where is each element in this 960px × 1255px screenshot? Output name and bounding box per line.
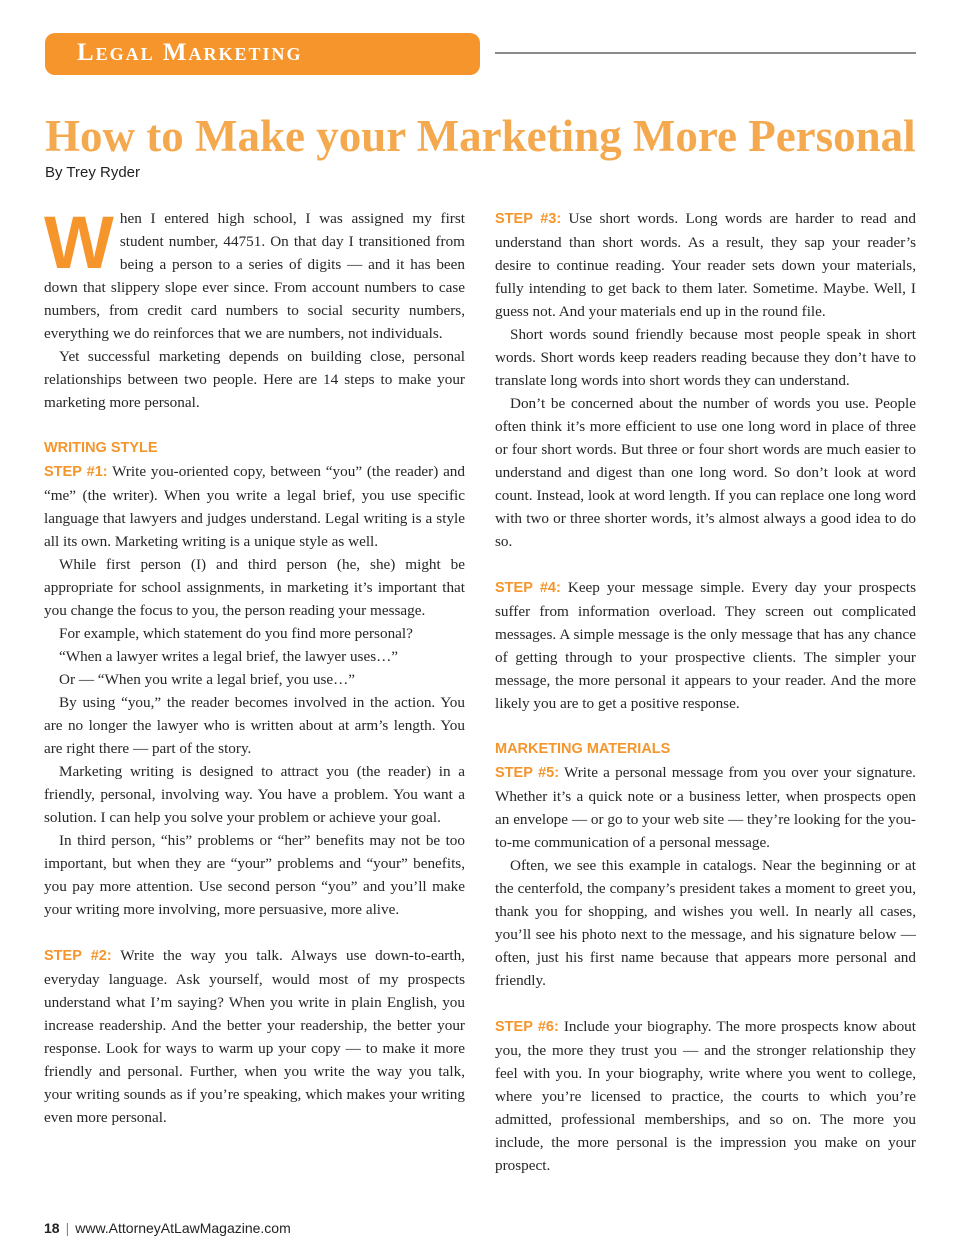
step5-paragraph bbox=[495, 761, 916, 854]
step4-paragraph bbox=[495, 576, 916, 715]
step5-paragraph-2: Often, we see this example in catalogs. Near the beginning or at the centerfold, the company’s president takes a moment to greet you, thank you for shopping, and wishes you well. In nearly all cases, you’ll see his photo next to the message, and his signature below — often, just his first name because that appears more personal and friendly. bbox=[495, 857, 916, 989]
right-column bbox=[495, 207, 916, 1177]
article-title: How to Make your Marketing More Personal bbox=[45, 111, 916, 161]
step6-label: STEP #6: bbox=[495, 1019, 559, 1035]
marketing-materials-heading: MARKETING MATERIALS bbox=[495, 741, 671, 757]
step1-text: Write you-oriented copy, between “you” (the reader) and “me” (the writer). When you write a legal brief, you use specific language that lawyers and judges understand. Legal writing is a style all its own. Marketing writing is a unique style as well. bbox=[44, 463, 465, 550]
website-link[interactable]: www.AttorneyAtLawMagazine.com bbox=[75, 1220, 291, 1236]
step3-paragraph-2: Short words sound friendly because most people speak in short words. Short words keep readers reading because they don’t have to translate long words into short words they can understand. bbox=[495, 326, 916, 389]
step1-paragraph-7: Marketing writing is designed to attract you (the reader) in a friendly, personal, involving way. You have a problem. You want a solution. I can help you solve your problem or achieve your goal. bbox=[44, 763, 465, 826]
page-number: 18 bbox=[44, 1220, 60, 1236]
footer-separator: | bbox=[65, 1220, 70, 1236]
step3-label: STEP #3: bbox=[495, 211, 562, 227]
header-rule bbox=[495, 52, 916, 54]
step2-paragraph bbox=[44, 944, 465, 1129]
writing-style-heading: WRITING STYLE bbox=[44, 440, 158, 456]
section-tab bbox=[45, 33, 480, 75]
step6-text: Include your biography. The more prospects know about you, the more they trust you — and the stronger relationship they feel with you. In your biography, write where you went to college, where you’re licensed to practice, the courts to which you’re admitted, professional memberships, and so on. The more you include, the more personal is the impression you make on your prospect. bbox=[495, 1018, 916, 1174]
step1-paragraph-5: Or — “When you write a legal brief, you use…” bbox=[59, 671, 356, 688]
step5-text: Write a personal message from you over your signature. Whether it’s a quick note or a business letter, when prospects open an envelope — or go to your web site — they’re looking for the you-to-me communication of a personal message. bbox=[495, 764, 916, 851]
step2-text: Write the way you talk. Always use down-to-earth, everyday language. Ask yourself, would most of my prospects understand what I’m saying? When you write in plain English, you increase readership. And the better your readership, the better your response. Look for ways to warm up your copy — to make it more friendly and personal. Further, when you write the way you talk, your writing sounds as if you’re speaking, which makes your writing even more personal. bbox=[44, 947, 465, 1126]
step1-label: STEP #1: bbox=[44, 464, 108, 480]
drop-cap: W bbox=[44, 201, 114, 284]
step1-paragraph-4: “When a lawyer writes a legal brief, the lawyer uses…” bbox=[59, 648, 399, 665]
intro-paragraph-2: Yet successful marketing depends on building close, personal relationships between two people. Here are 14 steps to make your marketing more personal. bbox=[44, 348, 465, 411]
step2-label: STEP #2: bbox=[44, 948, 112, 964]
step1-paragraph-2: While first person (I) and third person (he, she) might be appropriate for school assignments, in marketing it’s important that you change the focus to you, the person reading your message. bbox=[44, 556, 465, 619]
intro-text: hen I entered high school, I was assigned my first student number, 44751. On that day I transitioned from being a person to a series of digits — and it has been down that slippery slope ever since. From account numbers to case numbers, from credit card numbers to social security numbers, everything we do reinforces that we are numbers, not individuals. bbox=[44, 210, 465, 342]
left-column bbox=[44, 201, 465, 1129]
page-footer bbox=[44, 1220, 291, 1236]
step5-label: STEP #5: bbox=[495, 765, 560, 781]
step1-paragraph-8: In third person, “his” problems or “her” benefits may not be too important, but when they are “your” problems and “your” benefits, you pay more attention. Use second person “you” and you’ll make your writing more involving, more persuasive, more alive. bbox=[44, 832, 465, 918]
step6-paragraph bbox=[495, 1015, 916, 1177]
step4-label: STEP #4: bbox=[495, 580, 561, 596]
step1-paragraph-3: For example, which statement do you find more personal? bbox=[59, 625, 413, 642]
step4-text: Keep your message simple. Every day your prospects suffer from information overload. They screen out complicated messages. A simple message is the only message that has any chance of getting through to your prospective clients. The simpler your message, the more personal it appears to your reader. And the more likely you are to get a positive response. bbox=[495, 579, 916, 712]
step1-paragraph bbox=[44, 460, 465, 553]
step3-paragraph-3: Don’t be concerned about the number of words you use. People often think it’s more efficient to use one long word in place of three or four short words. But three or four short words are much easier to understand and digest than one long word. So don’t look at word count. Instead, look at word length. If you can replace one long word with two or three shorter words, it’s almost always a good idea to do so. bbox=[495, 395, 916, 550]
step3-text: Use short words. Long words are harder to read and understand than short words. As a result, they sap your reader’s desire to continue reading. Your reader sets down your materials, fully intending to get back to them later. Sometime. Maybe. Well, I guess not. And your materials end up in the round file. bbox=[495, 210, 916, 320]
intro-paragraph bbox=[44, 201, 465, 345]
step1-paragraph-6: By using “you,” the reader becomes involved in the action. You are no longer the lawyer who is written about at arm’s length. You are right there — part of the story. bbox=[44, 694, 465, 757]
byline: By Trey Ryder bbox=[45, 164, 141, 181]
section-label: Legal Marketing bbox=[77, 39, 303, 66]
step3-paragraph bbox=[495, 207, 916, 323]
